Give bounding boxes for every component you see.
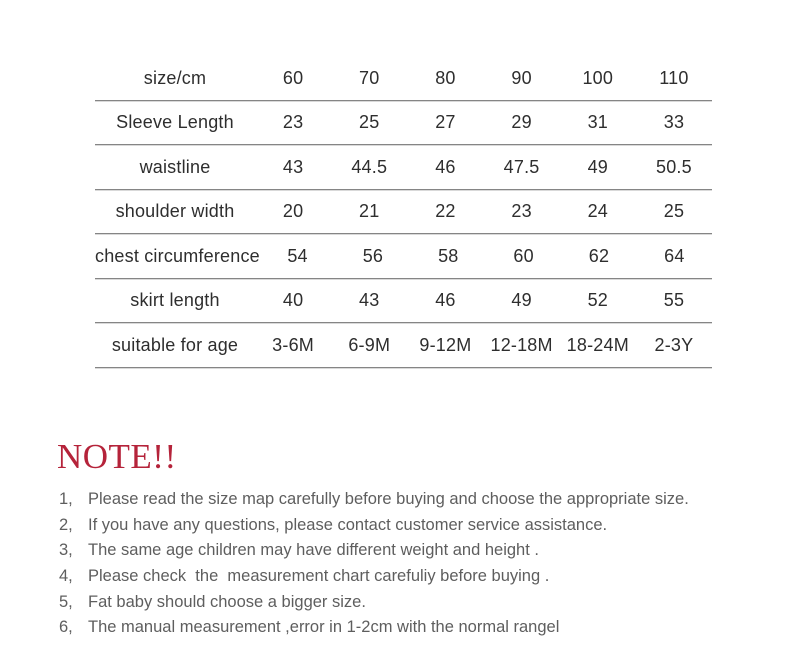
cell-value: 62 [588,245,610,266]
cell-value: 64 [664,245,685,266]
note-heading: NOTE!! [57,437,177,476]
note-number: 6, [59,618,73,637]
note-item [59,538,759,564]
note-list [59,487,759,641]
table-row [95,146,712,189]
table-row [95,102,712,145]
cell-value: 3-6M [272,334,314,355]
note-item [59,589,759,615]
row-label: Sleeve Length [116,112,234,133]
cell-value: 25 [663,201,685,222]
cell-value: 43 [282,156,304,177]
cell-value: 2-3Y [654,334,694,355]
note-number: 4, [59,567,73,586]
row-label: skirt length [130,290,220,311]
cell-value: 49 [587,156,608,177]
cell-value: 60 [282,67,304,88]
note-text: The same age children may have different weight and height . [88,541,539,560]
note-item [59,615,759,641]
table-row [95,57,712,100]
cell-value: 29 [511,112,532,133]
cell-value: 49 [511,290,532,311]
row-label: waistline [139,156,211,177]
cell-value: 90 [511,67,532,88]
row-label: shoulder width [115,201,235,222]
cell-value: 21 [359,201,380,222]
cell-value: 46 [435,156,456,177]
cell-value: 46 [435,290,456,311]
note-number: 3, [59,541,73,560]
cell-value: 25 [359,112,380,133]
cell-value: 31 [587,112,608,133]
table-row [95,235,712,278]
table-row [95,191,712,234]
cell-value: 20 [282,201,304,222]
cell-value: 40 [282,290,304,311]
cell-value: 110 [659,67,689,88]
cell-value: 56 [362,245,384,266]
row-label: chest circumference [95,245,260,266]
cell-value: 23 [282,112,304,133]
cell-value: 47.5 [503,156,540,177]
note-item [59,487,759,513]
table-divider-line [95,367,712,369]
cell-value: 70 [359,67,380,88]
note-item [59,564,759,590]
note-text: If you have any questions, please contact customer service assistance. [88,515,608,534]
cell-value: 52 [587,290,608,311]
cell-value: 60 [513,245,534,266]
cell-value: 43 [359,290,380,311]
cell-value: 100 [582,67,614,88]
cell-value: 44.5 [351,156,388,177]
cell-value: 80 [435,67,456,88]
size-table [95,57,712,369]
cell-value: 12-18M [490,334,553,355]
cell-value: 22 [435,201,456,222]
note-text: Fat baby should choose a bigger size. [88,592,366,611]
note-item [59,513,759,539]
cell-value: 50.5 [656,156,692,177]
note-number: 1, [59,490,73,509]
cell-value: 18-24M [566,334,629,355]
cell-value: 23 [511,201,532,222]
note-text: Please check the measurement chart carefuliy before buying . [88,567,550,586]
row-label: suitable for age [111,334,239,355]
cell-value: 33 [663,112,685,133]
cell-value: 55 [663,290,685,311]
note-text: Please read the size map carefully before buying and choose the appropriate size. [88,490,689,509]
note-number: 5, [59,592,73,611]
cell-value: 24 [587,201,608,222]
cell-value: 54 [287,245,308,266]
table-row [95,280,712,323]
cell-value: 58 [438,245,459,266]
cell-value: 9-12M [419,334,472,355]
row-label: size/cm [143,67,207,88]
table-row [95,324,712,367]
cell-value: 6-9M [348,334,391,355]
note-number: 2, [59,515,73,534]
cell-value: 27 [435,112,456,133]
note-text: The manual measurement ,error in 1-2cm with the normal rangel [88,618,560,637]
